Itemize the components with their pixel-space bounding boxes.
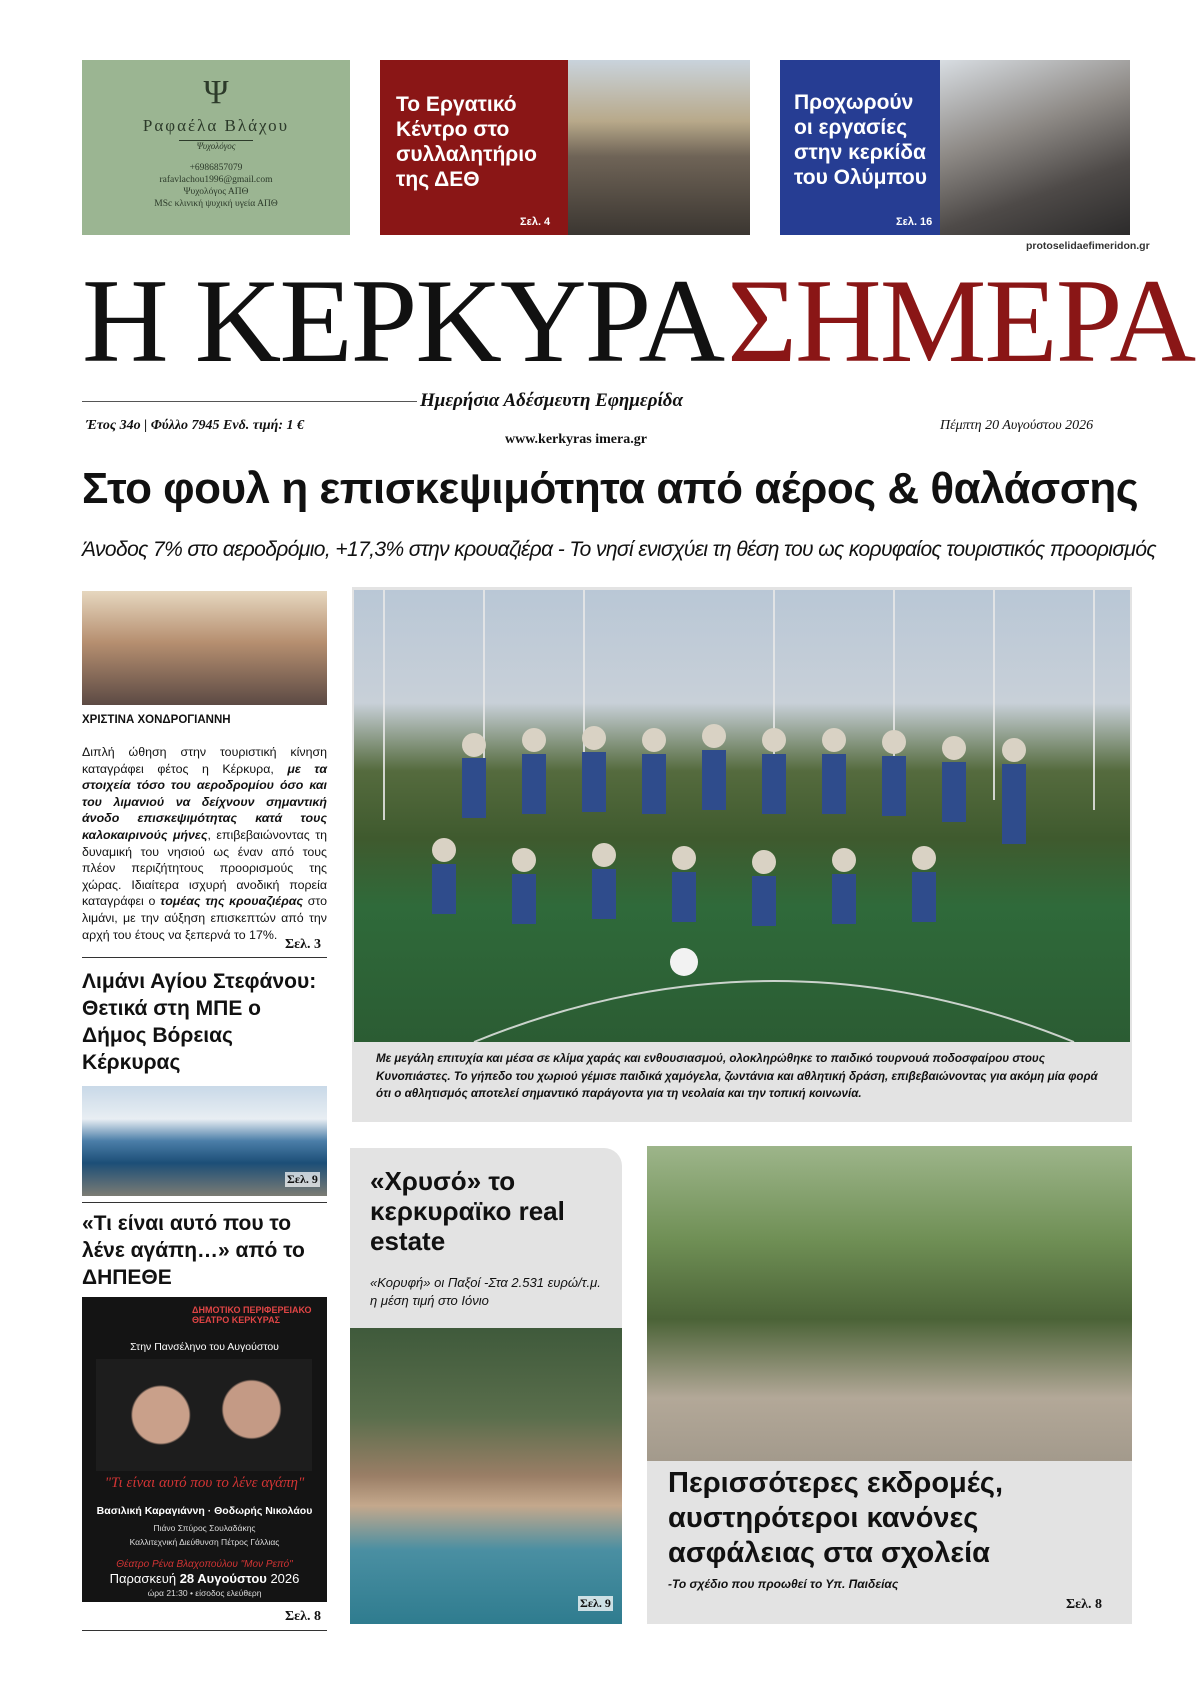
article-tourism-text: Διπλή ώθηση στην τουριστική κίνηση καταγράφει φέτος η Κέρκυρα, με τα στοιχεία τόσο του αεροδρομίου όσο και του λιμανιού να δείχνουν σημαντική άνοδο επισκεψιμότητας κατά τους καλοκαιρινούς μήνες, επιβεβαιώνοντας τη δυναμική του νησιού ως έναν από τους πλέον περιζήτητους προορισμούς της χώρας. Ιδιαίτερα ισχυρή ανοδική πορεία καταγράφει ο τομέας της κρουαζιέρας στο λιμάνι, με την αύξηση επισκεπτών από την αρχή του έτους να ξεπερνά το 17%. xyxy=(82,745,328,942)
football-field-illustration xyxy=(354,590,1130,1042)
website[interactable]: www.kerkyras imera.gr xyxy=(505,432,647,447)
rally-photo xyxy=(568,60,750,235)
banner-page-ref: Σελ. 4 xyxy=(520,216,551,228)
poster-time: ώρα 21:30 • είσοδος ελεύθερη xyxy=(147,1588,262,1598)
masthead-part2: ΣΗΜΕΡΑ xyxy=(727,254,1195,387)
banner-title: Το Εργατικό Κέντρο στο συλλαλητήριο της ΔΕΘ xyxy=(396,93,537,191)
theatre-poster xyxy=(82,1297,327,1602)
ad-degree-1: Ψυχολόγος ΑΠΘ xyxy=(183,187,249,197)
real-estate-subheadline: «Κορυφή» οι Παξοί -Στα 2.531 ευρώ/τ.μ. η μέση τιμή στο Ιόνιο xyxy=(370,1275,601,1308)
masthead-part1: Η ΚΕΡΚΥΡΑ xyxy=(82,254,724,387)
divider xyxy=(82,957,327,958)
author: ΧΡΙΣΤΙΝΑ ΧΟΝΔΡΟΓΙΑΝΝΗ xyxy=(82,714,231,726)
page-ref: Σελ. 8 xyxy=(285,1609,322,1624)
issue-date: Πέμπτη 20 Αυγούστου 2026 xyxy=(940,418,1094,433)
article-port-headline[interactable]: Λιμάνι Αγίου Στεφάνου: Θετικά στη ΜΠΕ ο Δήμος Βόρειας Κέρκυρας xyxy=(82,970,317,1074)
poster-title: "Τι είναι αυτό που το λένε αγάπη" xyxy=(104,1475,305,1491)
ad-name: Ραφαέλα Βλάχου xyxy=(142,116,290,135)
page-ref: Σελ. 9 xyxy=(287,1172,318,1186)
masthead xyxy=(82,252,1195,387)
poster-organizer: ΔΗΜΟΤΙΚΟ ΠΕΡΙΦΕΡΕΙΑΚΟ ΘΕΑΤΡΟ ΚΕΡΚΥΡΑΣ xyxy=(192,1305,312,1325)
divider xyxy=(82,1202,327,1203)
banner-labour-center[interactable] xyxy=(380,60,750,235)
poster-director: Καλλιτεχνική Διεύθυνση Πέτρος Γάλλιας xyxy=(129,1537,280,1547)
poster-cast: Βασιλική Καραγιάννη · Θοδωρής Νικολάου xyxy=(96,1505,313,1517)
tagline: Ημερήσια Αδέσμευτη Εφημερίδα xyxy=(420,390,684,411)
paxos-aerial-photo xyxy=(350,1328,622,1624)
banner-title: Προχωρούν οι εργασίες στην κερκίδα του Ολύμπου xyxy=(794,91,927,189)
ad-phone: +6986857079 xyxy=(189,163,243,173)
main-photo-caption: Με μεγάλη επιτυχία και μέσα σε κλίμα χαράς και ενθουσιασμού, ολοκληρώθηκε το παιδικό τουρνουά ποδοσφαίρου στους Κυνοπιάστες. Το γήπεδο του χωριού γέμισε παιδικά χαμόγελα, ζωντάνια και αθλητική δράση, επιβεβαιώνοντας για ακόμη μία φορά ότι ο αθλητισμός αποτελεί σημαντικό παράγοντα για τη νεολαία και την τοπική κοινωνία. xyxy=(376,1052,1098,1100)
poster-intro: Στην Πανσέληνο του Αυγούστου xyxy=(130,1341,279,1353)
article-theatre-headline[interactable]: «Τι είναι αυτό που το λένε αγάπη…» από το ΔΗΠΕΘΕ xyxy=(82,1212,305,1289)
divider xyxy=(82,1630,327,1631)
corfu-street-photo xyxy=(82,591,327,705)
banner-olympos-stand[interactable] xyxy=(780,60,1130,235)
main-headline[interactable]: Στο φουλ η επισκεψιμότητα από αέρος & θαλάσσης xyxy=(82,464,1139,513)
page-ref: Σελ. 8 xyxy=(1066,1597,1103,1612)
banner-page-ref: Σελ. 16 xyxy=(896,216,933,228)
poster-piano: Πιάνο Σπύρος Σουλαδάκης xyxy=(153,1523,256,1533)
page-ref: Σελ. 3 xyxy=(285,937,322,952)
page-ref: Σελ. 9 xyxy=(580,1596,611,1610)
poster-venue: Θέατρο Ρένα Βλαχοπούλου "Μον Ρεπό" xyxy=(116,1559,293,1570)
ad-role: Ψυχολόγος xyxy=(179,140,254,151)
tagline-rule xyxy=(82,401,417,402)
main-subheadline: Άνοδος 7% στο αεροδρόμιο, +17,3% στην κρουαζιέρα - Το νησί ενισχύει τη θέση του ως κορυφαίος τουριστικός προορισμός xyxy=(82,538,1157,561)
real-estate-headline[interactable]: «Χρυσό» το κερκυραϊκο real estate xyxy=(370,1166,565,1256)
ad-degree-2: MSc κλινική ψυχική υγεία ΑΠΘ xyxy=(154,199,278,209)
issue-info: Έτος 34ο | Φύλλο 7945 Ενδ. τιμή: 1 € xyxy=(86,418,305,433)
students-hiking-photo xyxy=(647,1146,1132,1461)
ad-email: rafavlachou1996@gmail.com xyxy=(159,175,273,185)
stadium-photo xyxy=(940,60,1130,235)
school-trips-subheadline: -Το σχέδιο που προωθεί το Υπ. Παιδείας xyxy=(668,1577,899,1591)
poster-date: Παρασκευή 28 Αυγούστου 2026 xyxy=(109,1571,300,1586)
performers-photo xyxy=(96,1359,312,1471)
football-tournament-photo[interactable] xyxy=(354,590,1130,1042)
site-credit: protoselidaefimeridon.gr xyxy=(1026,240,1150,252)
school-trips-headline[interactable]: Περισσότερες εκδρομές, αυστηρότεροι κανόνες ασφάλειας στα σχολεία xyxy=(668,1467,1004,1569)
psi-logo: Ψ xyxy=(203,74,229,111)
psychologist-ad xyxy=(82,60,350,235)
